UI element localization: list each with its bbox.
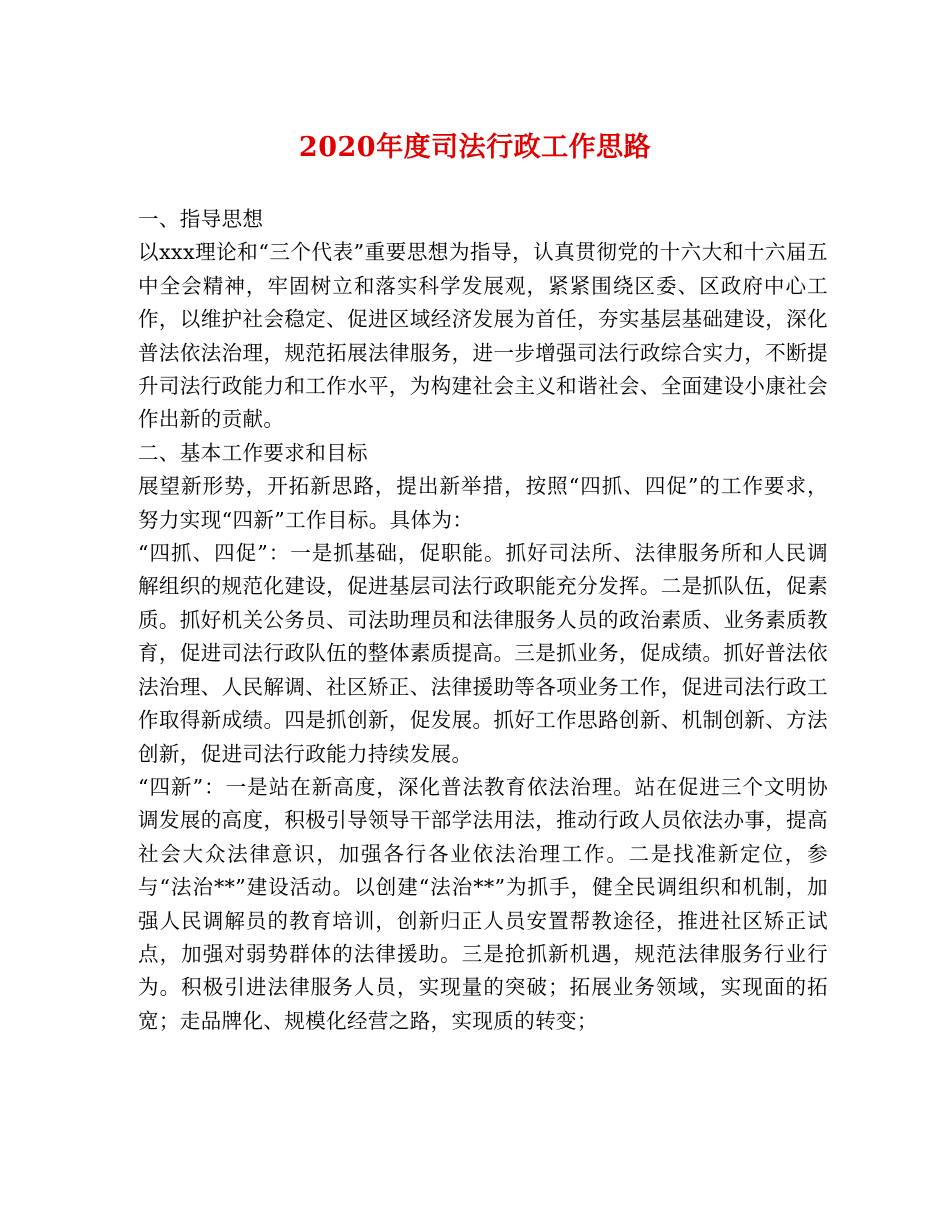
paragraph-four-grasp-four-promote: “四抓、四促”：一是抓基础，促职能。抓好司法所、法律服务所和人民调解组织的规范化建设，促进基层司法行政职能充分发挥。二是抓队伍，促素质。抓好机关公务员、司法助理员和法律服务人员的政治素质、业务素质教育，促进司法行政队伍的整体素质提高。三是抓业务，促成绩。抓好普法依法治理、人民解调、社区矫正、法律援助等各项业务工作，促进司法行政工作取得新成绩。四是抓创新，促发展。抓好工作思路创新、机制创新、方法创新，促进司法行政能力持续发展。 — [138, 541, 828, 766]
document-body — [138, 203, 828, 1038]
document-title: 2020年度司法行政工作思路 — [298, 132, 652, 163]
paragraph-four-new: “四新”：一是站在新高度，深化普法教育依法治理。站在促进三个文明协调发展的高度，积极引导领导干部学法用法，推动行政人员依法办事，提高社会大众法律意识，加强各行各业依法治理工作。二是找准新定位，参与“法治**”建设活动。以创建“法治**”为抓手，健全民调组织和机制，加强人民调解员的教育培训，创新归正人员安置帮教途径，推进社区矫正试点，加强对弱势群体的法律援助。三是抢抓新机遇，规范法律服务行业行为。积极引进法律服务人员，实现量的突破；拓展业务领域，实现面的拓宽；走品牌化、规模化经营之路，实现质的转变； — [138, 774, 828, 1033]
paragraph-guiding-ideology: 以xxx理论和“三个代表”重要思想为指导，认真贯彻党的十六大和十六届五中全会精神，牢固树立和落实科学发展观，紧紧围绕区委、区政府中心工作，以维护社会稳定、促进区域经济发展为首任，夯实基层基础建设，深化普法依法治理，规范拓展法律服务，进一步增强司法行政综合实力，不断提升司法行政能力和工作水平，为构建社会主义和谐社会、全面建设小康社会作出新的贡献。 — [138, 240, 828, 432]
section-heading-requirements-goals: 二、基本工作要求和目标 — [138, 440, 368, 465]
paragraph-outlook: 展望新形势，开拓新思路，提出新举措，按照“四抓、四促”的工作要求，努力实现“四新”工作目标。具体为： — [138, 474, 828, 532]
section-heading-guiding-ideology: 一、指导思想 — [138, 207, 264, 231]
